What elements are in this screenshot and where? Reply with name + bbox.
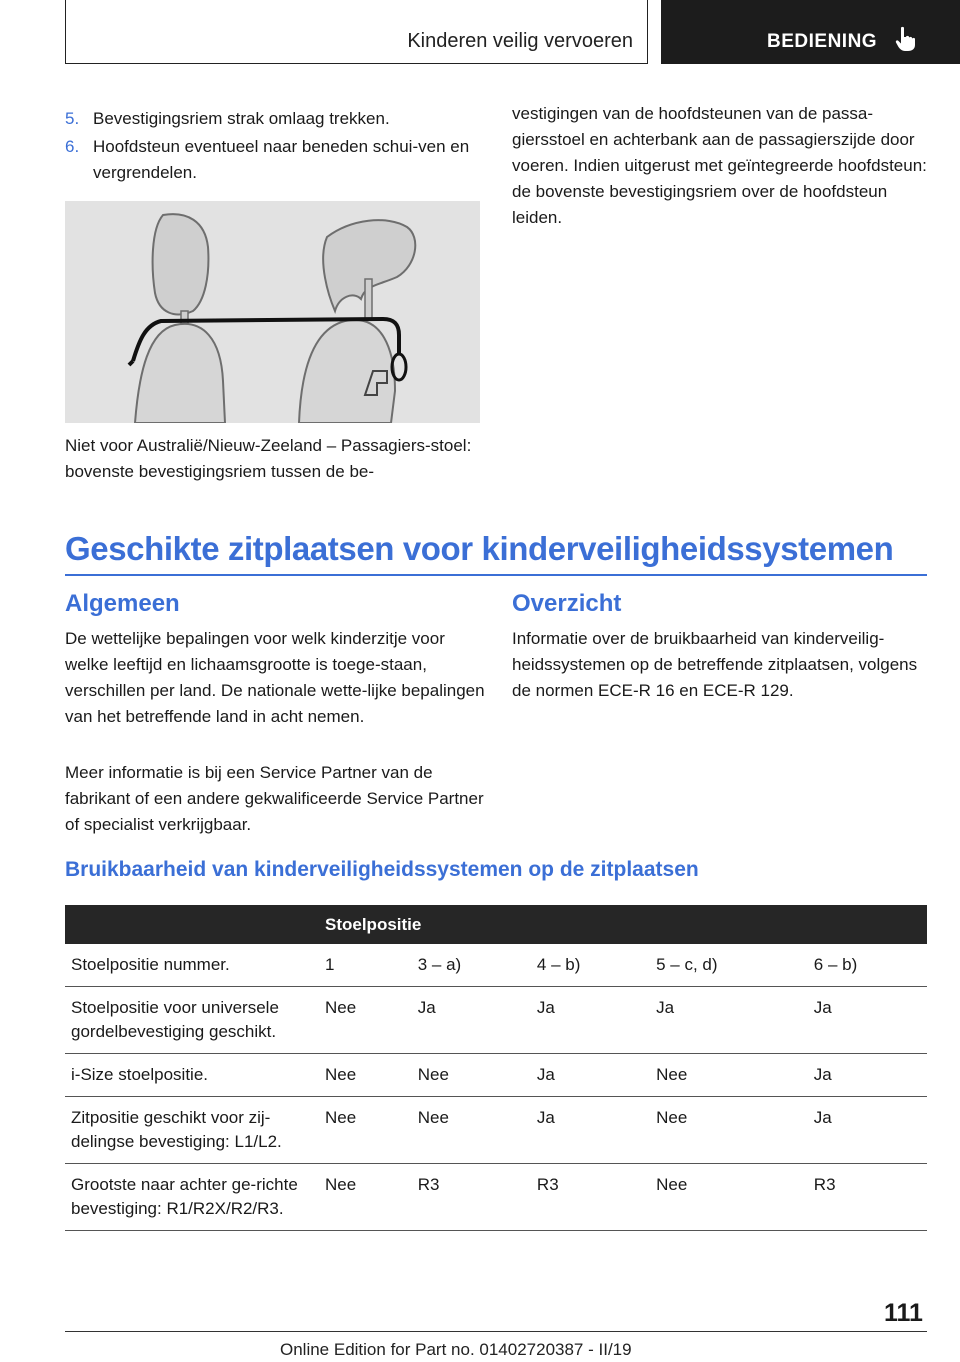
table-heading: Bruikbaarheid van kinderveiligheidssystemen op de zitplaatsen — [65, 858, 699, 881]
table-cell: Nee — [412, 1097, 531, 1164]
main-heading: Geschikte zitplaatsen voor kinderveiligheidssystemen — [65, 530, 894, 567]
overzicht-heading: Overzicht — [512, 590, 622, 617]
table-cell: Nee — [650, 1164, 808, 1231]
table-cell: Ja — [531, 1097, 650, 1164]
algemeen-paragraph-1: De wettelijke bepalingen voor welk kinderzitje voor welke leeftijd en lichaamsgrootte is toege-staan, verschillen per land. De nationale wette-lijke bepalingen van het betreffende land in acht nemen. — [65, 629, 485, 726]
step-number: 6. — [65, 137, 80, 156]
table-cell: Nee — [319, 1164, 412, 1231]
table-cell: Stoelpositie nummer. — [65, 944, 319, 987]
table-cell: Ja — [808, 987, 927, 1054]
table-cell: Ja — [808, 1097, 927, 1164]
table-cell: Ja — [412, 987, 531, 1054]
table-row — [65, 1164, 927, 1231]
header-section-title: Kinderen veilig vervoeren — [407, 30, 633, 52]
table-cell: Nee — [650, 1054, 808, 1097]
table-cell: 6 – b) — [808, 944, 927, 987]
step-text: Hoofdsteun eventueel naar beneden schui-ven en vergrendelen. — [93, 137, 470, 182]
table-cell: Nee — [650, 1097, 808, 1164]
table-cell: Zitpositie geschikt voor zij-delingse bevestiging: L1/L2. — [65, 1097, 319, 1164]
algemeen-heading: Algemeen — [65, 590, 180, 617]
header-chapter-tab — [661, 0, 960, 64]
table-header-stoelpositie: Stoelpositie — [319, 905, 927, 944]
table-cell: Ja — [650, 987, 808, 1054]
seat-position-table — [65, 905, 927, 1231]
table-row — [65, 1054, 927, 1097]
pointing-hand-icon — [895, 26, 917, 52]
table-cell: Nee — [319, 1054, 412, 1097]
table-cell: R3 — [412, 1164, 531, 1231]
table-cell: 4 – b) — [531, 944, 650, 987]
table-header-row — [65, 905, 927, 944]
footer-rule — [65, 1331, 927, 1332]
steps-list — [65, 106, 477, 188]
table-cell: Ja — [808, 1054, 927, 1097]
page-number: 111 — [884, 1299, 923, 1327]
heading-rule — [65, 574, 927, 576]
step-text: Bevestigingsriem strak omlaag trekken. — [93, 109, 390, 128]
table-cell: Nee — [412, 1054, 531, 1097]
table-cell: 3 – a) — [412, 944, 531, 987]
footer-edition-text: Online Edition for Part no. 01402720387 - II/19 — [280, 1340, 632, 1359]
table-cell: 5 – c, d) — [650, 944, 808, 987]
table-cell: Nee — [319, 1097, 412, 1164]
figure-caption: Niet voor Australië/Nieuw-Zeeland – Passagiers-stoel: bovenste bevestigingsriem tussen de be- — [65, 436, 472, 481]
header-section-box — [65, 0, 648, 64]
table-cell: Nee — [319, 987, 412, 1054]
continued-text: vestigingen van de hoofdsteunen van de passa-giersstoel en achterbank aan de passagierszijde door voeren. Indien uitgerust met geïntegreerde hoofdsteun: de bovenste bevestigingsriem over de hoofdsteun leiden. — [512, 104, 927, 227]
table-header-empty — [65, 905, 319, 944]
table-cell: R3 — [808, 1164, 927, 1231]
header-chapter-label: BEDIENING — [767, 31, 878, 52]
table-cell: R3 — [531, 1164, 650, 1231]
table-cell: Ja — [531, 1054, 650, 1097]
table-cell: i-Size stoelpositie. — [65, 1054, 319, 1097]
headrest-strap-illustration — [65, 201, 480, 423]
table-cell: Grootste naar achter ge-richte bevestiging: R1/R2X/R2/R3. — [65, 1164, 319, 1231]
step-number: 5. — [65, 109, 80, 128]
overzicht-paragraph: Informatie over de bruikbaarheid van kinderveilig-heidssystemen op de betreffende zitplaatsen, volgens de normen ECE-R 16 en ECE-R 129. — [512, 629, 918, 700]
table-cell: Ja — [531, 987, 650, 1054]
step-item — [65, 134, 477, 186]
table-row — [65, 987, 927, 1054]
step-item — [65, 106, 477, 132]
table-row — [65, 1097, 927, 1164]
table-row — [65, 944, 927, 987]
table-cell: Stoelpositie voor universele gordelbevestiging geschikt. — [65, 987, 319, 1054]
algemeen-paragraph-2: Meer informatie is bij een Service Partner van de fabrikant of een andere gekwalificeerde Service Partner of specialist verkrijgbaar. — [65, 763, 484, 834]
table-cell: 1 — [319, 944, 412, 987]
